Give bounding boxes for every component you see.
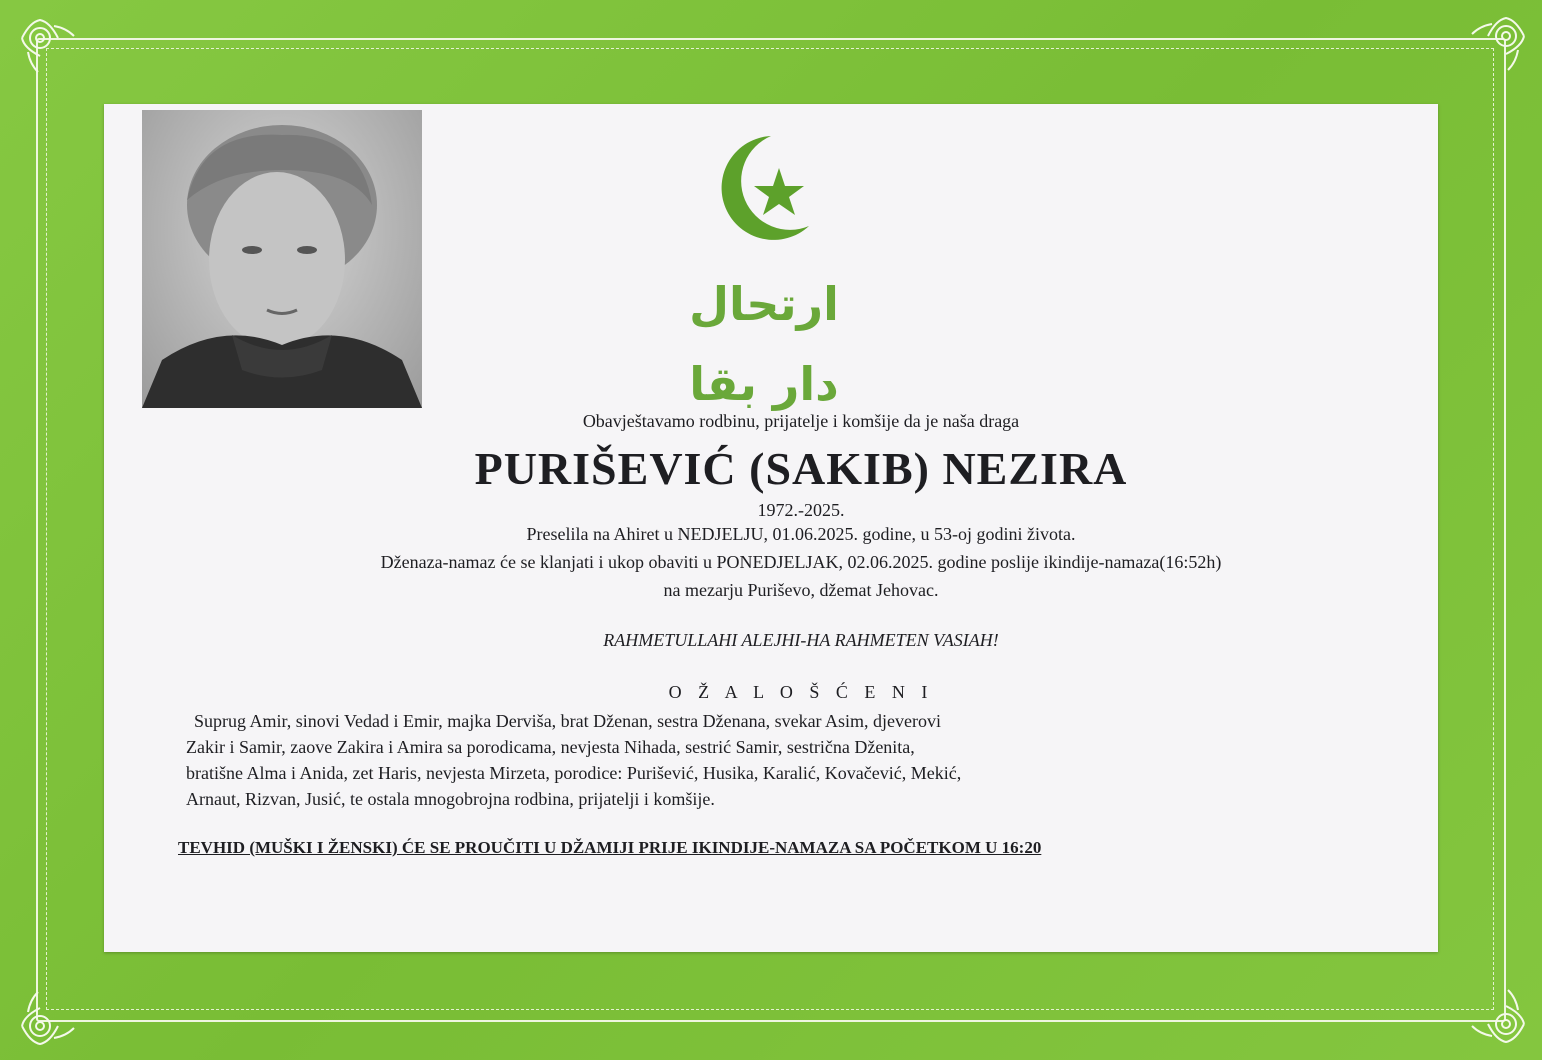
cemetery-text: na mezarju Puriševo, džemat Jehovac. xyxy=(663,580,939,600)
corner-ornament-icon xyxy=(1464,14,1528,78)
corner-ornament-icon xyxy=(18,984,82,1048)
death-date-text: Preselila na Ahiret u NEDJELJU, 01.06.2025. godine, u 53-oj godini života. xyxy=(526,524,1076,544)
tevhid-notice: TEVHID (MUŠKI I ŽENSKI) ĆE SE PROUČITI U DŽAMIJI PRIJE IKINDIJE-NAMAZA SA POČETKOM U 16:20 xyxy=(178,838,1042,857)
intro-text: Obavještavamo rodbinu, prijatelje i komšije da je naša draga xyxy=(582,411,1020,431)
prayer-text: RAHMETULLAHI ALEJHI-HA RAHMETEN VASIAH! xyxy=(603,630,999,650)
life-years: 1972.-2025. xyxy=(757,500,845,520)
portrait-photo xyxy=(142,110,422,408)
mourners-line: Zakir i Samir, zaove Zakira i Amira sa porodicama, nevjesta Nihada, sestrić Samir, sestrična Dženita, xyxy=(186,737,915,757)
mourners-line: bratišne Alma i Anida, zet Haris, nevjesta Mirzeta, porodice: Purišević, Husika, Karalić, Kovačević, Mekić, xyxy=(186,763,962,783)
funeral-time-text: Dženaza-namaz će se klanjati i ukop obaviti u PONEDJELJAK, 02.06.2025. godine poslije ikindije-namaza(16:52h) xyxy=(380,552,1222,572)
obituary-paper xyxy=(104,104,1438,952)
corner-ornament-icon xyxy=(1464,982,1528,1046)
mourners-line: Arnaut, Rizvan, Jusić, te ostala mnogobrojna rodbina, prijatelji i komšije. xyxy=(186,789,715,809)
crescent-star-icon xyxy=(709,130,819,244)
mourners-heading: O Ž A L O Š Ć E N I xyxy=(668,682,934,702)
arabic-calligraphy: ارتحال دار بقا xyxy=(689,277,839,411)
corner-ornament-icon xyxy=(18,16,82,80)
mourners-list xyxy=(186,708,1186,812)
portrait-figure-icon xyxy=(142,110,422,408)
mourners-line: Suprug Amir, sinovi Vedad i Emir, majka Derviša, brat Dženan, sestra Dženana, svekar Asim, djeverovi xyxy=(194,711,942,731)
deceased-name: PURIŠEVIĆ (SAKIB) NEZIRA xyxy=(474,443,1128,494)
